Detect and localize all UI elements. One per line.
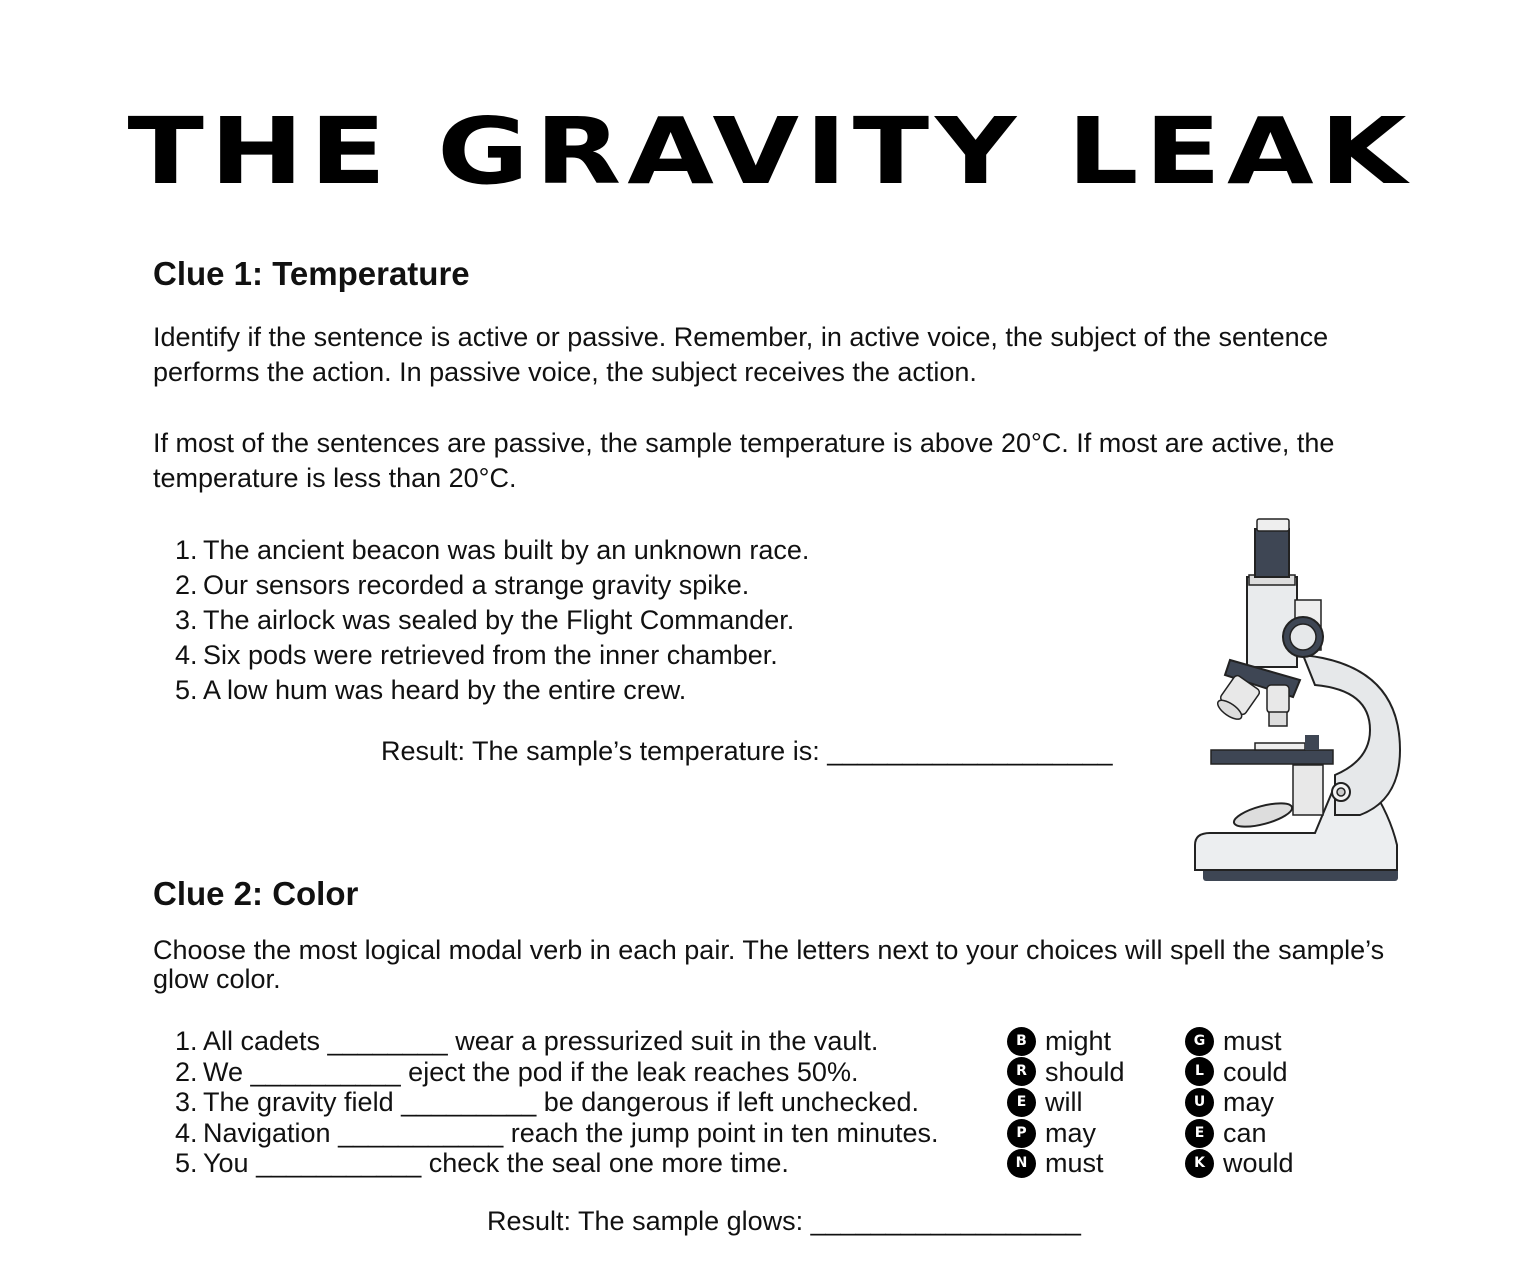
- list-item: 4. Navigation ___________ reach the jump point in ten minutes.: [175, 1117, 939, 1148]
- letter-badge: K: [1185, 1149, 1214, 1178]
- letter-badge: E: [1185, 1119, 1214, 1148]
- option-item[interactable]: B might: [1007, 1026, 1125, 1057]
- clue2-instructions: Choose the most logical modal verb in each pair. The letters next to your choices will spell the sample’s glow color.: [153, 935, 1385, 994]
- option-item[interactable]: E will: [1007, 1087, 1125, 1118]
- clue1-instructions: Identify if the sentence is active or passive. Remember, in active voice, the subject of the sentence performs the action. In passive voice, the subject receives the action.: [153, 322, 1329, 387]
- list-item: 2. We __________ eject the pod if the leak reaches 50%.: [175, 1056, 859, 1087]
- letter-badge: R: [1007, 1057, 1036, 1086]
- clue2-sentence-list: [175, 1026, 939, 1179]
- list-item: 1. The ancient beacon was built by an unknown race.: [175, 535, 810, 565]
- option-item[interactable]: L could: [1185, 1057, 1294, 1088]
- options-column-b: [1185, 1026, 1294, 1179]
- list-item: 3. The airlock was sealed by the Flight Commander.: [175, 605, 795, 635]
- options-column-a: [1007, 1026, 1125, 1179]
- clue2-result[interactable]: Result: The sample glows: __________________: [487, 1206, 1081, 1236]
- option-item[interactable]: P may: [1007, 1118, 1125, 1149]
- letter-badge: P: [1007, 1119, 1036, 1148]
- microscope-icon: [1185, 515, 1410, 885]
- option-item[interactable]: U may: [1185, 1087, 1294, 1118]
- letter-badge: E: [1007, 1088, 1036, 1117]
- option-item[interactable]: G must: [1185, 1026, 1294, 1057]
- clue1-result[interactable]: Result: The sample’s temperature is: ___________________: [381, 736, 1113, 766]
- clue1-heading: Clue 1: Temperature: [153, 255, 470, 292]
- letter-badge: N: [1007, 1149, 1036, 1178]
- list-item: 3. The gravity field _________ be dangerous if left unchecked.: [175, 1087, 919, 1118]
- letter-badge: L: [1185, 1057, 1214, 1086]
- letter-badge: G: [1185, 1027, 1214, 1056]
- list-item: 4. Six pods were retrieved from the inner chamber.: [175, 640, 778, 670]
- list-item: 1. All cadets ________ wear a pressurized suit in the vault.: [175, 1026, 879, 1056]
- clue1-rule: If most of the sentences are passive, the sample temperature is above 20°C. If most are active, the temperature is less than 20°C.: [153, 428, 1335, 493]
- list-item: 2. Our sensors recorded a strange gravity spike.: [175, 570, 750, 600]
- option-item[interactable]: E can: [1185, 1118, 1294, 1149]
- list-item: 5. You ___________ check the seal one more time.: [175, 1148, 789, 1179]
- list-item: 5. A low hum was heard by the entire crew.: [175, 675, 687, 705]
- clue2-heading: Clue 2: Color: [153, 875, 359, 912]
- option-item[interactable]: K would: [1185, 1148, 1294, 1179]
- option-item[interactable]: N must: [1007, 1148, 1125, 1179]
- letter-badge: B: [1007, 1027, 1036, 1056]
- clue1-sentence-list: [175, 533, 809, 708]
- option-item[interactable]: R should: [1007, 1057, 1125, 1088]
- letter-badge: U: [1185, 1088, 1214, 1117]
- page-title: THE GRAVITY LEAK: [127, 98, 1413, 206]
